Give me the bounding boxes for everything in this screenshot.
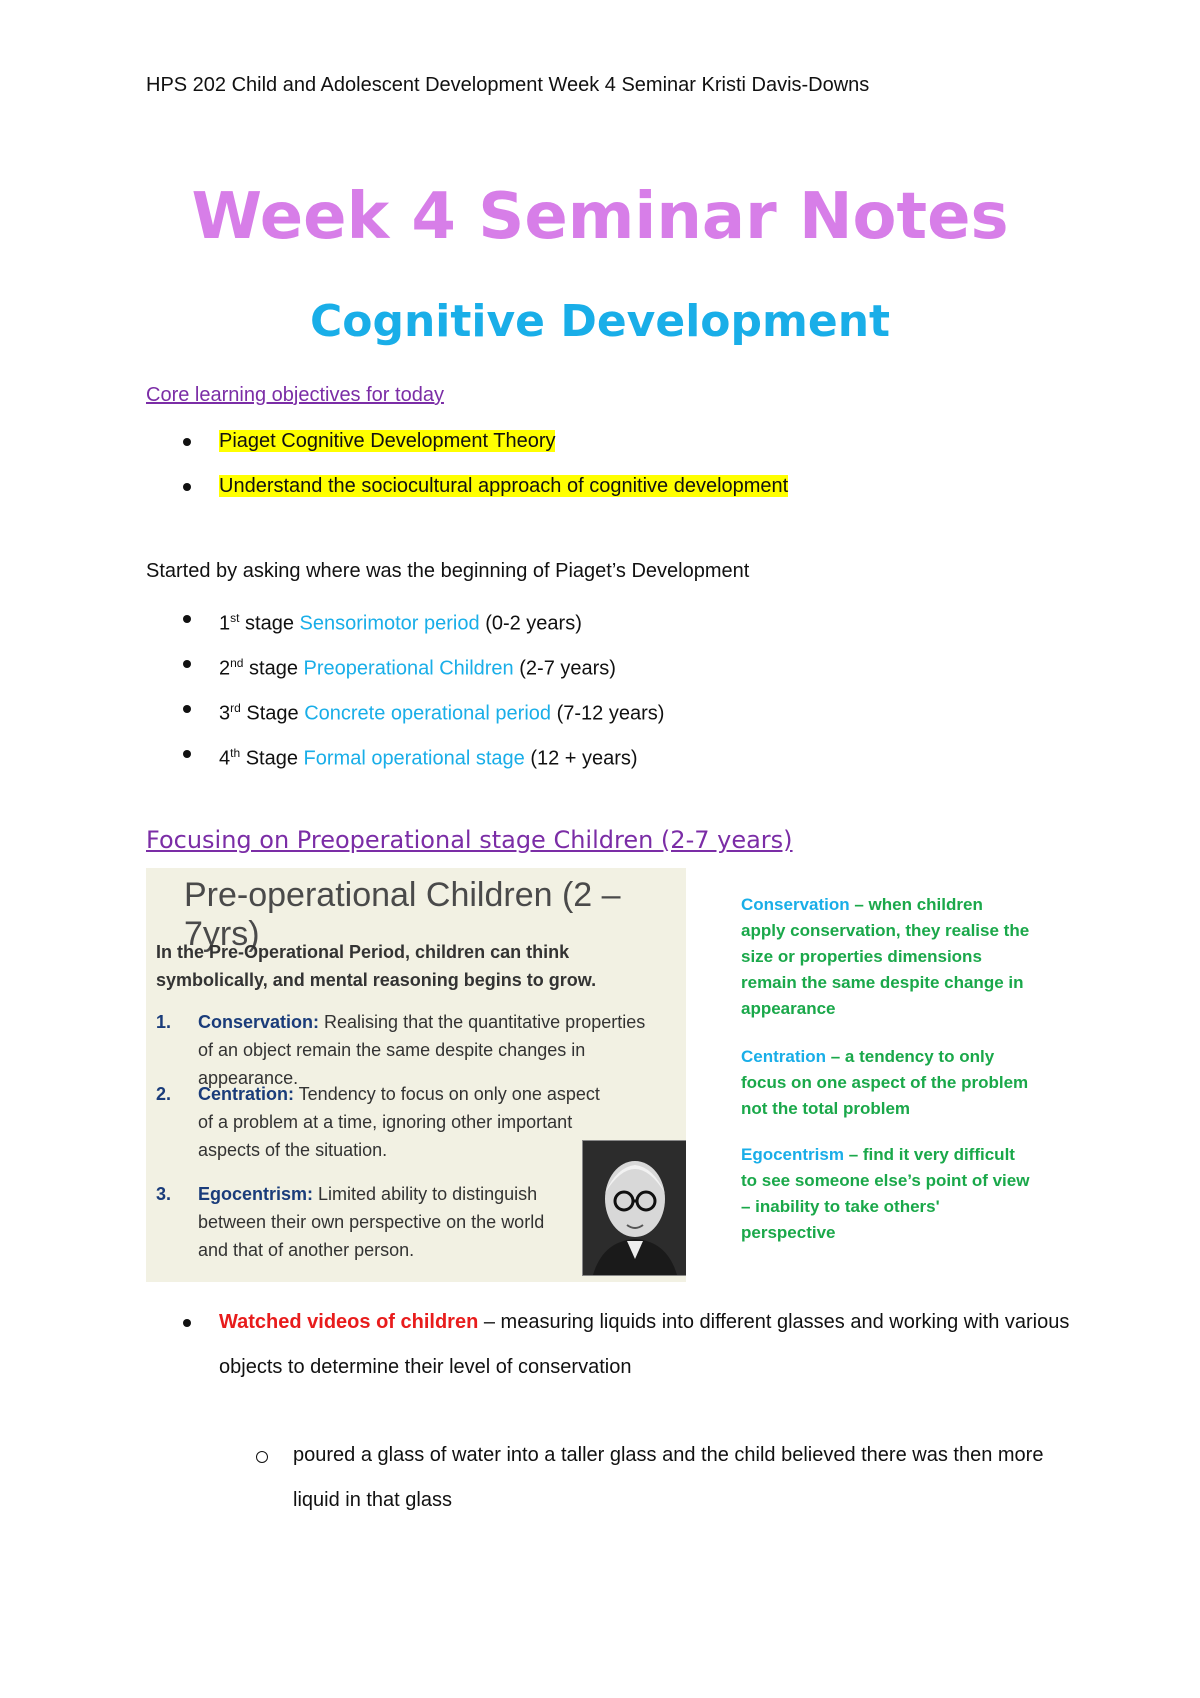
watched-videos-item: [146, 1300, 1076, 1390]
stage-suffix: st: [230, 611, 240, 625]
stage-name: Concrete operational period: [304, 702, 552, 725]
slide-item-number: 3.: [156, 1184, 172, 1204]
objective-text: Piaget Cognitive Development Theory: [219, 430, 556, 452]
watched-label: Watched videos of children: [219, 1311, 479, 1333]
stage-range: (7-12 years): [556, 702, 665, 725]
bullet-icon: [183, 1319, 191, 1327]
stage-suffix: nd: [230, 656, 244, 670]
note-egocentrism: [741, 1142, 1031, 1246]
portrait-photo: [582, 1140, 686, 1276]
note-term: Conservation: [741, 895, 850, 914]
stage-word: Stage: [246, 702, 299, 725]
slide-intro: In the Pre-Operational Period, children can think symbolically, and mental reasoning begins to grow.: [156, 942, 597, 990]
stage-suffix: rd: [230, 701, 241, 715]
slide-item-text: Limited ability to distinguish between their own perspective on the world and that of another person.: [198, 1184, 545, 1260]
circle-bullet-icon: [256, 1451, 268, 1463]
slide-item-term: Egocentrism:: [198, 1184, 314, 1204]
stage-number: 4: [219, 747, 231, 770]
stage-range: (12 + years): [530, 747, 638, 770]
list-item: [146, 693, 664, 738]
stage-number: 2: [219, 657, 231, 680]
stage-word: stage: [245, 612, 294, 635]
core-objectives-heading: Core learning objectives for today: [146, 384, 444, 406]
watched-text: – measuring liquids into different glasses and working with various objects to determine their level of conservation: [219, 1311, 1070, 1378]
list-item: [146, 603, 664, 648]
stages-list: [146, 603, 664, 783]
poured-text: poured a glass of water into a taller glass and the child believed there was then more liquid in that glass: [293, 1444, 1044, 1511]
note-text: – find it very difficult to see someone else’s point of view – inability to take others' perspective: [741, 1145, 1030, 1242]
list-item: [146, 738, 664, 783]
stage-name: Formal operational stage: [303, 747, 525, 770]
focus-heading: Focusing on Preoperational stage Children (2-7 years): [146, 826, 793, 854]
slide-item: [156, 1180, 566, 1264]
note-text: – when children apply conservation, they realise the size or properties dimensions remain the same despite change in appearance: [741, 895, 1030, 1018]
stage-number: 3: [219, 702, 231, 725]
slide-item-number: 1.: [156, 1012, 172, 1032]
slide-item-term: Centration:: [198, 1084, 294, 1104]
slide-item-text: Tendency to focus on only one aspect of a problem at a time, ignoring other important aspects of the situation.: [198, 1084, 600, 1160]
started-paragraph: Started by asking where was the beginning of Piaget’s Development: [146, 560, 750, 582]
stage-word: stage: [249, 657, 298, 680]
note-term: Egocentrism: [741, 1145, 844, 1164]
slide-image: [146, 868, 686, 1282]
stage-number: 1: [219, 612, 231, 635]
stage-range: (2-7 years): [519, 657, 616, 680]
list-item: [146, 426, 788, 471]
slide-item-term: Conservation:: [198, 1012, 320, 1032]
objectives-list: [146, 426, 788, 516]
page-title: Week 4 Seminar Notes: [191, 180, 1009, 254]
page-subtitle: Cognitive Development: [309, 296, 891, 347]
slide-item-number: 2.: [156, 1084, 172, 1104]
note-conservation: [741, 892, 1031, 1022]
stage-range: (0-2 years): [485, 612, 582, 635]
page-header: HPS 202 Child and Adolescent Development Week 4 Seminar Kristi Davis-Downs: [146, 74, 870, 96]
slide-item-text: Realising that the quantitative properties of an object remain the same despite changes in appearance.: [198, 1012, 646, 1088]
stage-suffix: th: [230, 746, 241, 760]
stage-word: Stage: [245, 747, 298, 770]
objective-text: Understand the sociocultural approach of cognitive development: [219, 475, 789, 497]
slide-item: [156, 1080, 616, 1164]
slide-title: Pre-operational Children (2 – 7yrs): [184, 876, 621, 953]
note-centration: [741, 1044, 1031, 1122]
portrait-icon: [583, 1141, 686, 1275]
note-text: – a tendency to only focus on one aspect of the problem not the total problem: [741, 1047, 1029, 1118]
list-item: [146, 648, 664, 693]
stage-name: Preoperational Children: [303, 657, 514, 680]
stage-name: Sensorimotor period: [299, 612, 480, 635]
poured-item: [146, 1433, 1076, 1523]
note-term: Centration: [741, 1047, 826, 1066]
list-item: [146, 471, 788, 516]
